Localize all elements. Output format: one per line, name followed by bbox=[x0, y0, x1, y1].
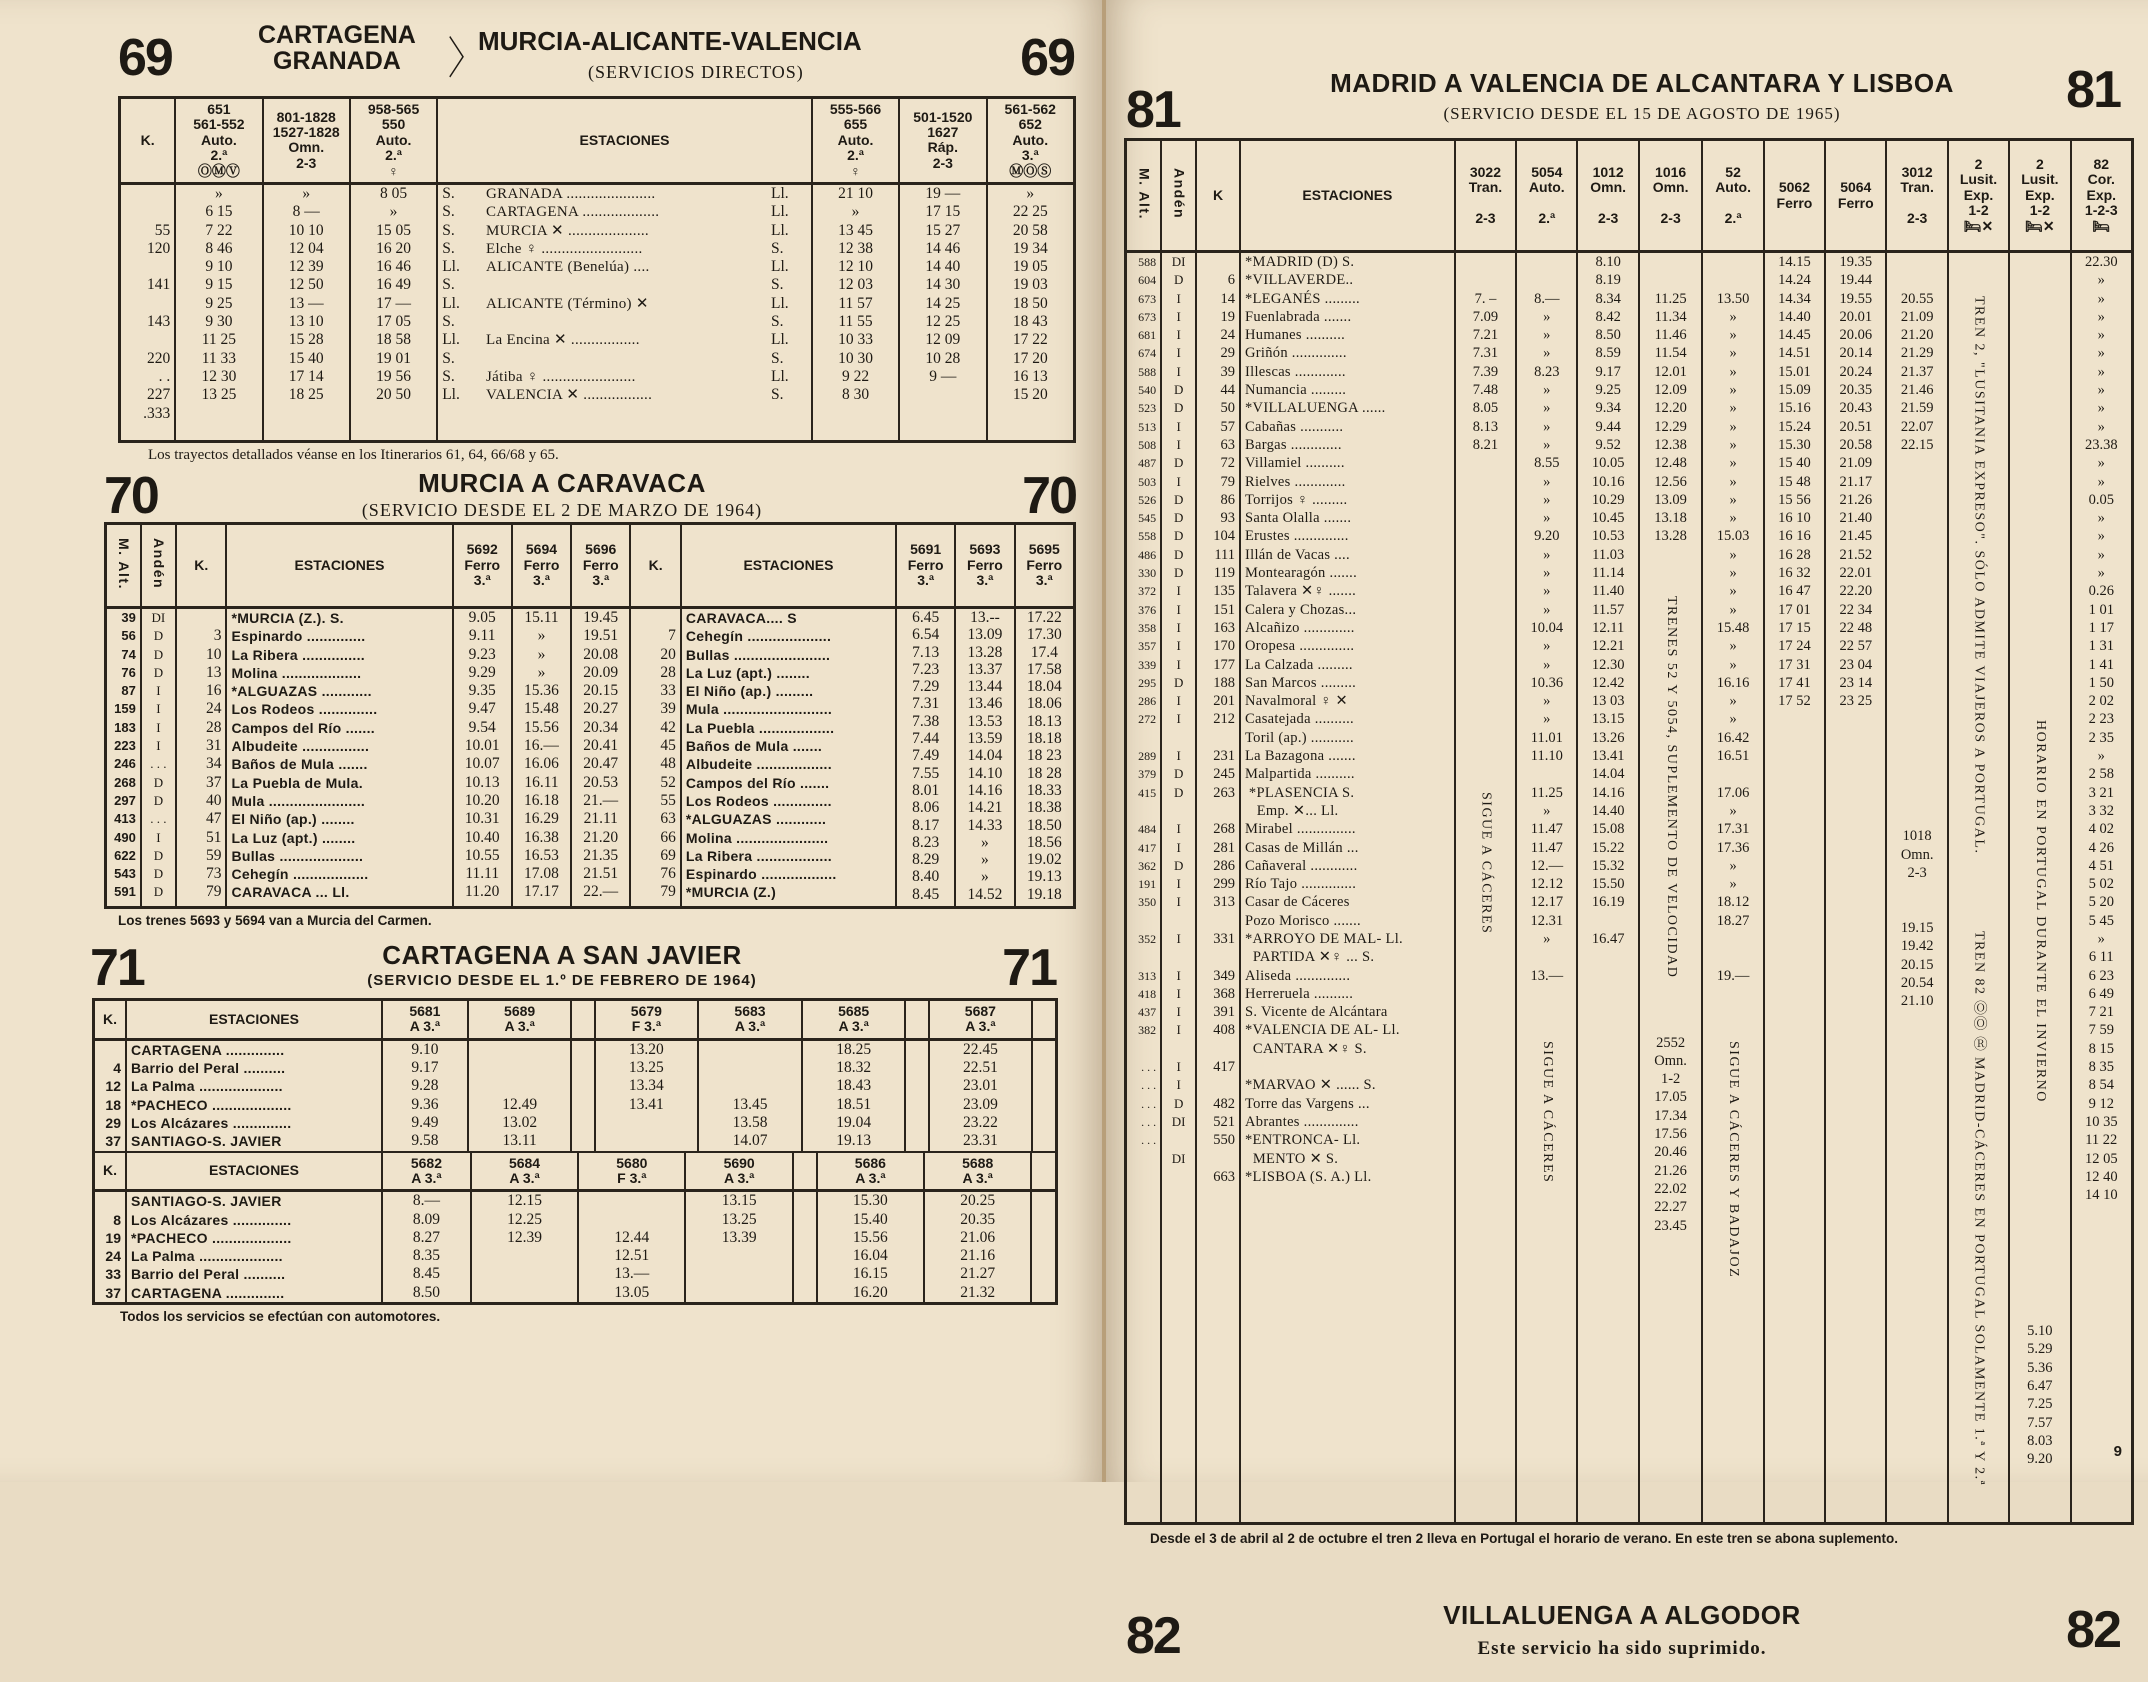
section-82-header bbox=[1120, 1592, 2124, 1682]
col-train: 501-1520 1627 Ráp. 2-3 bbox=[899, 98, 986, 184]
note-sigue-caceres-badajoz: SIGUE A CÁCERES Y BADAJOZ bbox=[1726, 1041, 1742, 1279]
col-train: 5679 F 3.ª bbox=[595, 999, 699, 1039]
col-train: 5691 Ferro 3.ª bbox=[896, 523, 955, 607]
times: 13.50 » » » » » » » » » » » » 15.03 » » » » 15.48 » » 16.16 » » 16.42 16.51 17.06 » 17.31 17.36 » » 18.12 18.27 19.— SIGUE A CÁCERES Y BADAJOZ bbox=[1702, 252, 1763, 1524]
section-81-title: MADRID A VALENCIA DE ALCANTARA Y LISBOA bbox=[1330, 68, 1954, 98]
timetable-71-outbound bbox=[92, 998, 1058, 1153]
section-71-subtitle: (SERVICIO DESDE EL 1.º DE FEBRERO DE 1964) bbox=[367, 971, 757, 989]
col-train: 5683 A 3.ª bbox=[698, 999, 802, 1039]
note-tren-82: TREN 82 ⓄⓄ Ⓡ MADRID-CÁCERES EN PORTUGAL SOLAMENTE 1.ª Y 2.ª bbox=[1971, 930, 1987, 1486]
timetable-69 bbox=[118, 96, 1076, 443]
col-train: 2 Lusit. Exp. 1-2 🛏✕ bbox=[2009, 140, 2070, 252]
left-page bbox=[0, 0, 1102, 1482]
timetable-70 bbox=[104, 522, 1076, 909]
col-platform: Andén bbox=[141, 523, 176, 607]
note-tren-2-lusitania: TREN 2, "LUSITANIA EXPRESO". SÓLO ADMITE VIAJEROS A PORTUGAL. bbox=[1971, 295, 1987, 855]
km-values: 7 20 28 33 39 42 45 48 52 55 63 66 69 76 79 bbox=[630, 607, 680, 907]
times: 19.45 19.51 20.08 20.09 20.15 20.27 20.34 20.41 20.47 20.53 21.— 21.11 21.20 21.35 21.51 22.— bbox=[571, 607, 630, 907]
col-train bbox=[571, 999, 594, 1039]
times: 20.25 20.35 21.06 21.16 21.27 21.32 bbox=[924, 1191, 1031, 1304]
col-train: 52 Auto. 2.ª bbox=[1702, 140, 1763, 252]
section-81-header bbox=[1120, 60, 2124, 168]
times: 12.15 12.25 12.39 bbox=[471, 1191, 578, 1304]
section-71-note: Todos los servicios se efectúan con automotores. bbox=[120, 1309, 441, 1325]
section-number: 81 bbox=[2066, 61, 2120, 119]
col-train: 5690 A 3.ª bbox=[685, 1153, 792, 1191]
section-81-subtitle: (SERVICIO DESDE EL 15 DE AGOSTO DE 1965) bbox=[1443, 104, 1841, 123]
times: 13.-- 13.09 13.28 13.37 13.44 13.46 13.53 13.59 14.04 14.10 14.16 14.21 14.33 » » » 14.52 bbox=[955, 607, 1014, 907]
section-number: 70 bbox=[1022, 466, 1076, 525]
col-train: 5692 Ferro 3.ª bbox=[453, 523, 512, 607]
section-number: 81 bbox=[1126, 81, 1180, 139]
section-number: 70 bbox=[104, 466, 158, 525]
times: » 22 25 20 58 19 34 19 05 19 03 18 50 18 43 17 22 17 20 16 13 15 20 bbox=[987, 183, 1075, 441]
section-69-origin: CARTAGENA GRANADA bbox=[258, 21, 416, 75]
col-train: 5693 Ferro 3.ª bbox=[955, 523, 1014, 607]
col-train: 1016 Omn. 2-3 bbox=[1639, 140, 1703, 252]
section-71-header bbox=[48, 938, 1076, 998]
section-69-note: Los trayectos detallados véanse en los Itinerarios 61, 64, 66/68 y 65. bbox=[148, 446, 559, 463]
col-km: K bbox=[1196, 140, 1240, 252]
col-stations: ESTACIONES bbox=[1240, 140, 1455, 252]
col-train: 561-562 652 Auto. 3.ª ⓂⓄⓈ bbox=[987, 98, 1075, 184]
section-71-title: CARTAGENA A SAN JAVIER bbox=[382, 939, 742, 970]
col-km: K. bbox=[94, 1153, 127, 1191]
side-markers: S. S. S. S. Ll. S. Ll. S. Ll. S. S. Ll. bbox=[437, 183, 482, 441]
timetable-81 bbox=[1124, 138, 2134, 1525]
times: 6.45 6.54 7.13 7.23 7.29 7.31 7.38 7.44 7.49 7.55 8.01 8.06 8.17 8.23 8.29 8.40 8.45 bbox=[896, 607, 955, 907]
col-train: 5696 Ferro 3.ª bbox=[571, 523, 630, 607]
section-number: 69 bbox=[118, 29, 172, 87]
col-train: 5688 A 3.ª bbox=[924, 1153, 1031, 1191]
times: 15.30 15.40 15.56 16.04 16.15 16.20 bbox=[817, 1191, 924, 1304]
times: 17.22 17.30 17.4 17.58 18.04 18.06 18.13 18.18 18 23 18 28 18.33 18.38 18.50 18.56 19.02 19.13 19.18 bbox=[1015, 607, 1075, 907]
col-train: 5687 A 3.ª bbox=[929, 999, 1033, 1039]
col-km: K. bbox=[630, 523, 680, 607]
times: 9.05 9.11 9.23 9.29 9.35 9.47 9.54 10.01 10.07 10.13 10.20 10.31 10.40 10.55 11.11 11.20 bbox=[453, 607, 512, 907]
station-names: *MURCIA (Z.). S. Espinardo .............. La Ribera ............... Molina ................... *ALGUAZAS ............ Los Rodeos .............. Campos del Río ....... Albudeite ................ Baños de Mula ....... La Puebla de Mula. Mula ....................... El Niño (ap.) ........ La Luz (apt.) ........ Bullas .................... Cehegín .................. CARAVACA ... Ll. bbox=[226, 607, 452, 907]
times: 22.30 » » » » » » » » » 23.38 » » 0.05 » » » » 0.26 1 01 1 17 1 31 1 41 1 50 2 02 2 23 2 35 » 2 58 3 21 3 32 4 02 4 26 4 51 5 02 5 20 5 45 » 6 11 6 23 6 49 7 21 7 59 8 15 8 35 8 54 9 12 10 35 11 22 12 05 12 40 14 10 bbox=[2071, 252, 2133, 1524]
platform-values: DI D D D I I I I . . . D D . . . I D D D bbox=[141, 607, 176, 907]
station-names: *MADRID (D) S. *VILLAVERDE.. *LEGANÉS ......... Fuenlabrada ....... Humanes .......... Griñón .............. Illescas ............. Numancia ......... *VILLALUENGA ...... Cabañas ........... Bargas ............. Villamiel .......... Rielves ............. Torrijos ♀ ......... Santa Olalla ....... Erustes .............. Illán de Vacas .... Montearagón ....... Talavera ✕♀ ....... Calera y Chozas... Alcañizo ............. Oropesa .............. La Calzada ......... San Marcos ......... Navalmoral ♀ ✕ Casatejada .......... Toril (ap.) ........... La Bazagona ....... Malpartida .......... *PLASENCIA S. Emp. ✕... Ll. Mirabel ............... Casas de Millán ... Cañaveral ............ Río Tajo .............. Casar de Cáceres Pozo Morisco ....... *ARROYO DE MAL- Ll. PARTIDA ✕♀ ... S. Aliseda .............. Herreruela .......... S. Vicente de Alcántara *VALENCIA DE AL- Ll. CANTARA ✕♀ S. *MARVAO ✕ ...... S. Torre das Vargens ... Abrantes .............. *ENTRONCA- Ll. MENTO ✕ S. *LISBOA (S. A.) Ll. bbox=[1240, 252, 1455, 1524]
col-km: K. bbox=[120, 98, 176, 184]
col-train: 555-566 655 Auto. 2.ª ♀ bbox=[812, 98, 899, 184]
right-page bbox=[1106, 0, 2148, 1666]
km-values: 55 120 141 143 220 . . 227 .333 bbox=[120, 183, 176, 441]
note-horario-invierno: HORARIO EN PORTUGAL DURANTE EL INVIERNO bbox=[2033, 719, 2049, 1103]
times: 15.11 » » » 15.36 15.48 15.56 16.— 16.06 16.11 16.18 16.29 16.38 16.53 17.08 17.17 bbox=[512, 607, 571, 907]
times: 7. – 7.09 7.21 7.31 7.39 7.48 8.05 8.13 8.21 SIGUE A CÁCERES bbox=[1455, 252, 1516, 1524]
times bbox=[1031, 1191, 1056, 1304]
section-number: 69 bbox=[1020, 29, 1074, 87]
section-70-header bbox=[48, 466, 1076, 525]
col-train bbox=[1032, 999, 1056, 1039]
station-names: CARTAGENA .............. Barrio del Peral .......... La Palma .................... *PACHECO ................... Los Alcázares .............. SANTIAGO-S. JAVIER bbox=[126, 1039, 382, 1151]
col-train: 5680 F 3.ª bbox=[578, 1153, 685, 1191]
times: 18.25 18.32 18.43 18.51 19.04 19.13 bbox=[802, 1039, 906, 1151]
col-train: 5684 A 3.ª bbox=[471, 1153, 578, 1191]
times: 12.49 13.02 13.11 bbox=[468, 1039, 572, 1151]
col-train: 958-565 550 Auto. 2.ª ♀ bbox=[350, 98, 437, 184]
times: 8 05 » 15 05 16 20 16 46 16 49 17 — 17 05 18 58 19 01 19 56 20 50 bbox=[350, 183, 437, 441]
note-trenes-52-5054: TRENES 52 Y 5054, SUPLEMENTO DE VELOCIDAD bbox=[1663, 596, 1679, 979]
col-train: 1012 Omn. 2-3 bbox=[1577, 140, 1638, 252]
section-number: 82 bbox=[2066, 1601, 2120, 1660]
col-train: 2 Lusit. Exp. 1-2 🛏✕ bbox=[1948, 140, 2009, 252]
col-train bbox=[1031, 1153, 1056, 1191]
bracket-icon: 〉 bbox=[448, 35, 482, 84]
col-train: 801-1828 1527-1828 Omn. 2-3 bbox=[263, 98, 350, 184]
times: » 8 — 10 10 12 04 12 39 12 50 13 — 13 10 15 28 15 40 17 14 18 25 bbox=[263, 183, 350, 441]
section-70-title: MURCIA A CARAVACA bbox=[418, 467, 706, 498]
col-train: 5689 A 3.ª bbox=[468, 999, 572, 1039]
times: 22.45 22.51 23.01 23.09 23.22 23.31 bbox=[929, 1039, 1033, 1151]
times bbox=[793, 1191, 817, 1304]
col-train: 3012 Tran. 2-3 bbox=[1886, 140, 1947, 252]
col-train bbox=[905, 999, 928, 1039]
col-stations: ESTACIONES bbox=[126, 1153, 382, 1191]
platform-values: DI D I I I I I D D I I D I D D D D D I I I I I D I I I D D I I D I I I I I I I I I D DI DI bbox=[1161, 252, 1196, 1524]
col-stations: ESTACIONES bbox=[681, 523, 896, 607]
col-stations: ESTACIONES bbox=[226, 523, 452, 607]
km-values: 4 12 18 29 37 bbox=[94, 1039, 127, 1151]
side-markers: Ll. Ll. Ll. S. Ll. S. Ll. S. Ll. S. Ll. S. bbox=[767, 183, 812, 441]
station-names: GRANADA ...................... CARTAGENA ................... MURCIA ✕ .................... Elche ♀ ......................... ALICANTE (Benelúa) .... ALICANTE (Término) ✕ La Encina ✕ ................. Játiba ♀ ....................... VALENCIA ✕ ................. bbox=[486, 185, 660, 404]
station-names: SANTIAGO-S. JAVIER Los Alcázares .............. *PACHECO ................... La Palma .................... Barrio del Peral .......... CARTAGENA .............. bbox=[126, 1191, 382, 1304]
col-km: K. bbox=[176, 523, 226, 607]
col-train bbox=[793, 1153, 817, 1191]
times: 9.10 9.17 9.28 9.36 9.49 9.58 bbox=[382, 1039, 468, 1151]
times: 12.44 12.51 13.— 13.05 bbox=[578, 1191, 685, 1304]
altitude-values: 588 604 673 673 681 674 588 540 523 513 508 487 503 526 545 558 486 330 372 376 358 357 339 295 286 272 289 379 415 484 417 362 191 350 352 313 418 437 382 . . . . . . . . . . . . . . . bbox=[1126, 252, 1162, 1524]
times: 19 — 17 15 15 27 14 46 14 40 14 30 14 25 12 25 12 09 10 28 9 — bbox=[899, 183, 986, 441]
col-altitude: M. Alt. bbox=[106, 523, 141, 607]
col-train: 5062 Ferro bbox=[1764, 140, 1825, 252]
times: 8.— 8.09 8.27 8.35 8.45 8.50 bbox=[382, 1191, 471, 1304]
section-82-subtitle: Este servicio ha sido suprimido. bbox=[1477, 1638, 1767, 1660]
section-number: 71 bbox=[90, 938, 144, 997]
col-train: 5682 A 3.ª bbox=[382, 1153, 471, 1191]
timetable-71-return bbox=[92, 1153, 1058, 1306]
times: 20.55 21.09 21.20 21.29 21.37 21.46 21.59 22.07 22.15 1018 Omn. 2-3 19.15 19.42 20.15 20.54 21.10 bbox=[1886, 252, 1947, 1524]
times bbox=[905, 1039, 928, 1151]
note-sigue-caceres: SIGUE A CÁCERES bbox=[1478, 792, 1494, 935]
col-train: 5054 Auto. 2.ª bbox=[1516, 140, 1577, 252]
col-stations: ESTACIONES bbox=[437, 98, 812, 184]
col-train: 5694 Ferro 3.ª bbox=[512, 523, 571, 607]
col-train: 82 Cor. Exp. 1-2-3 🛏 bbox=[2071, 140, 2133, 252]
section-69-title: MURCIA-ALICANTE-VALENCIA bbox=[478, 26, 862, 56]
col-train: 5064 Ferro bbox=[1825, 140, 1886, 252]
section-81-note: Desde el 3 de abril al 2 de octubre el tren 2 lleva en Portugal el horario de verano. En este tren se abona suplemento. bbox=[1150, 1531, 1898, 1547]
section-70-subtitle: (SERVICIO DESDE EL 2 DE MARZO DE 1964) bbox=[361, 499, 763, 520]
times: 21 10 » 13 45 12 38 12 10 12 03 11 57 11 55 10 33 10 30 9 22 8 30 bbox=[812, 183, 899, 441]
col-km: K. bbox=[94, 999, 127, 1039]
times: 8.10 8.19 8.34 8.42 8.50 8.59 9.17 9.25 9.34 9.44 9.52 10.05 10.16 10.29 10.45 10.53 11.03 11.14 11.40 11.57 12.11 12.21 12.30 12.42 13 03 13.15 13.26 13.41 14.04 14.16 14.40 15.08 15.22 15.32 15.50 16.19 16.47 bbox=[1577, 252, 1638, 1524]
times: 8.— » » » 8.23 » » » » 8.55 » » » 9.20 » » » » 10.04 » » 10.36 » » 11.01 11.10 11.25 » 11.47 11.47 12.— 12.12 12.17 12.31 » 13.— SIGUE A CÁCERES bbox=[1516, 252, 1577, 1524]
col-train: 5681 A 3.ª bbox=[382, 999, 468, 1039]
times: 13.15 13.25 13.39 bbox=[685, 1191, 792, 1304]
section-70-note: Los trenes 5693 y 5694 van a Murcia del Carmen. bbox=[118, 912, 432, 928]
times bbox=[1032, 1039, 1056, 1151]
km-values: 6 14 19 24 29 39 44 50 57 63 72 79 86 93 104 111 119 135 151 163 170 177 188 201 212 231 245 263 268 281 286 299 313 331 349 368 391 408 417 482 521 550 663 bbox=[1196, 252, 1240, 1524]
section-number: 82 bbox=[1126, 1607, 1180, 1666]
times bbox=[571, 1039, 594, 1151]
times: » 6 15 7 22 8 46 9 10 9 15 9 25 9 30 11 25 11 33 12 30 13 25 bbox=[175, 183, 262, 441]
page-number: 9 bbox=[2113, 1443, 2122, 1460]
col-train: 5695 Ferro 3.ª bbox=[1015, 523, 1075, 607]
section-69-header bbox=[48, 22, 1076, 96]
times: 13.20 13.25 13.34 13.41 bbox=[595, 1039, 699, 1151]
altitude-values: 39 56 74 76 87 159 183 223 246 268 297 413 490 622 543 591 bbox=[106, 607, 141, 907]
col-train: 3022 Tran. 2-3 bbox=[1455, 140, 1516, 252]
section-82-title: VILLALUENGA A ALGODOR bbox=[1443, 1600, 1801, 1631]
section-69-subtitle: (SERVICIOS DIRECTOS) bbox=[588, 62, 804, 82]
km-values: 8 19 24 33 37 bbox=[94, 1191, 127, 1304]
times: 14.15 14.24 14.34 14.40 14.45 14.51 15.01 15.09 15.16 15.24 15.30 15 40 15 48 15 56 16 10 16 16 16 28 16 32 16 47 17 01 17 15 17 24 17 31 17 41 17 52 bbox=[1764, 252, 1825, 1524]
times: 19.35 19.44 19.55 20.01 20.06 20.14 20.24 20.35 20.43 20.51 20.58 21.09 21.17 21.26 21.40 21.45 21.52 22.01 22.20 22 34 22 48 22 57 23 04 23 14 23 25 bbox=[1825, 252, 1886, 1524]
col-altitude: M. Alt. bbox=[1126, 140, 1162, 252]
col-train: 5685 A 3.ª bbox=[802, 999, 906, 1039]
col-train: 5686 A 3.ª bbox=[817, 1153, 924, 1191]
col-train: 651 561-552 Auto. 2.ª ⓄⓂⓋ bbox=[175, 98, 262, 184]
note-sigue-caceres: SIGUE A CÁCERES bbox=[1539, 1041, 1555, 1184]
times bbox=[1948, 252, 2009, 1524]
station-names: CARAVACA.... S Cehegín .................... Bullas ....................... La Luz (apt.) ........ El Niño (ap.) ......... Mula .......................... La Puebla .................. Baños de Mula ....... Albudeite .................. Campos del Río ....... Los Rodeos .............. *ALGUAZAS ............ Molina ...................... La Ribera .................. Espinardo .................. *MURCIA (Z.) bbox=[681, 607, 896, 907]
times: HORARIO EN PORTUGAL DURANTE EL INVIERNO 5.10 5.29 5.36 6.47 7.25 7.57 8.03 9.20 bbox=[2009, 252, 2070, 1524]
km-values: 3 10 13 16 24 28 31 34 37 40 47 51 59 73 79 bbox=[176, 607, 226, 907]
times: 13.45 13.58 14.07 bbox=[698, 1039, 802, 1151]
section-number: 71 bbox=[1002, 938, 1056, 997]
col-stations: ESTACIONES bbox=[126, 999, 382, 1039]
col-platform: Andén bbox=[1161, 140, 1196, 252]
times: 11.25 11.34 11.46 11.54 12.01 12.09 12.20 12.29 12.38 12.48 12.56 13.09 13.18 13.28 TRENES 52 Y 5054, SUPLEMENTO DE VELOCIDAD 2552 Omn. 1-2 17.05 17.34 17.56 20.46 21.26 22.02 22.27 23.45 bbox=[1639, 252, 1703, 1524]
